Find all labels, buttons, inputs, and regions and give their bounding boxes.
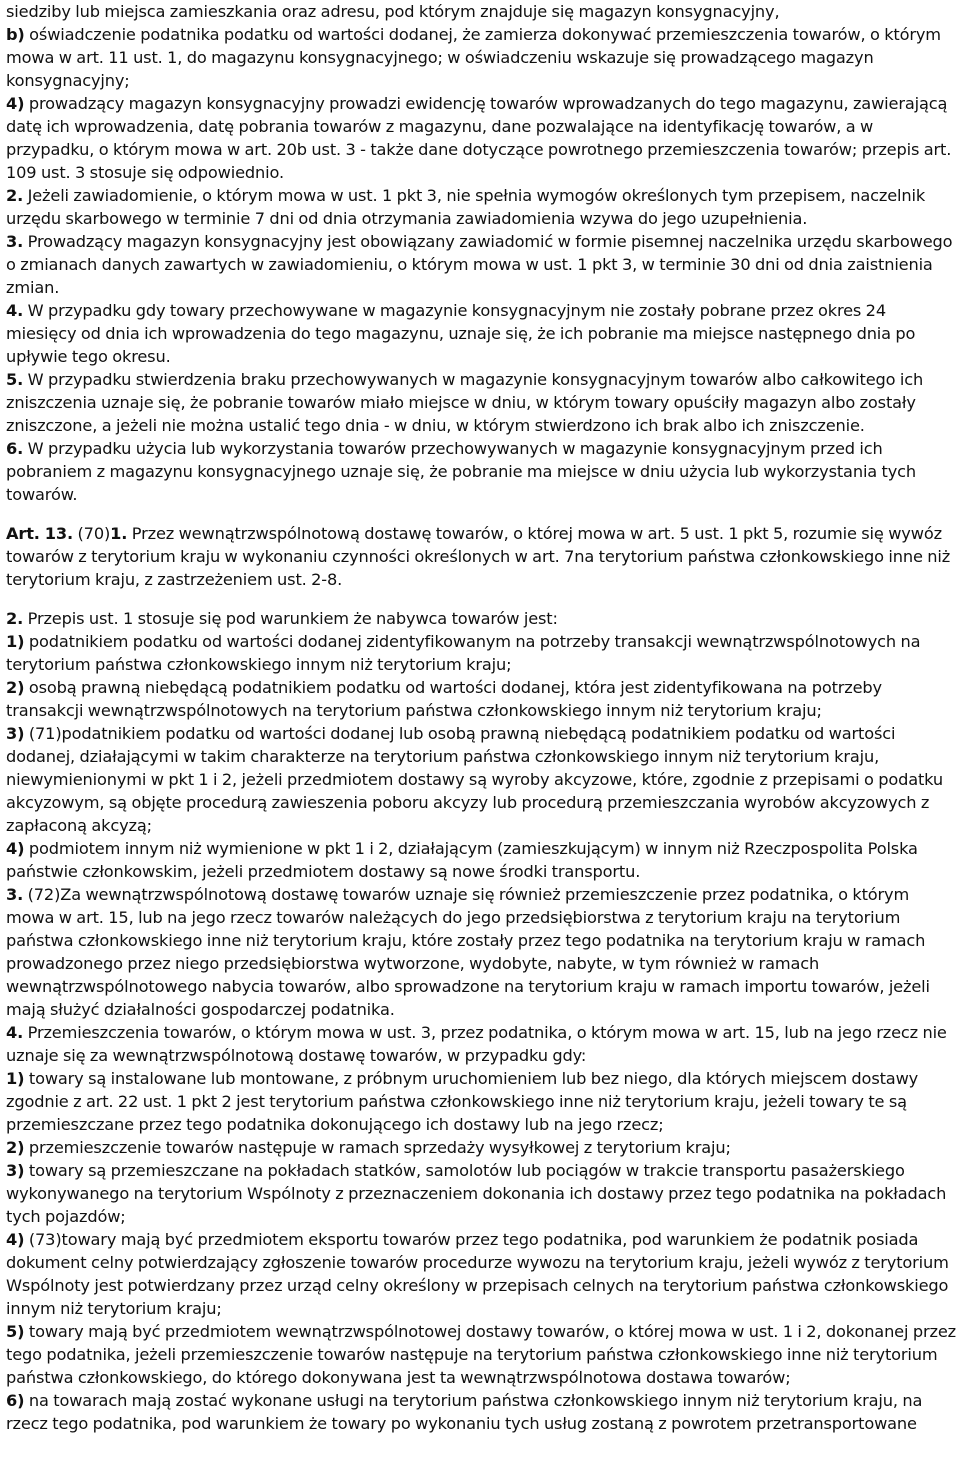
paragraph — [6, 23, 956, 92]
paragraph — [6, 0, 956, 23]
paragraph — [6, 1021, 956, 1067]
item-marker: 2) — [6, 1138, 25, 1157]
paragraph-text: oświadczenie podatnika podatku od wartości dodanej, że zamierza dokonywać przemieszczenia towarów, o którym mowa w art. 11 ust. 1, do magazynu konsygnacyjnego; w oświadczeniu wskazuje się prowadzącego magazyn konsygnacyjny; — [6, 25, 941, 90]
paragraph — [6, 630, 956, 676]
item-marker: 6. — [6, 439, 24, 458]
paragraph — [6, 299, 956, 368]
spacer — [6, 506, 956, 522]
paragraph-text: (72)Za wewnątrzwspólnotową dostawę towarów uznaje się również przemieszczenie przez podatnika, o którym mowa w art. 15, lub na jego rzecz towarów należących do jego przedsiębiorstwa z terytorium kraju na terytorium państwa członkowskiego inne niż terytorium kraju, które zostały przez tego podatnika na terytorium kraju w ramach prowadzonego przez niego przedsiębiorstwa wytworzone, wydobyte, nabyte, w tym również w ramach wewnątrzwspólnotowego nabycia towarów, albo sprowadzone na terytorium kraju w ramach importu towarów, jeżeli mają służyć działalności gospodarczej podatnika. — [6, 885, 930, 1019]
paragraph — [6, 1159, 956, 1228]
item-marker: 1. — [110, 524, 128, 543]
paragraph — [6, 722, 956, 837]
paragraph — [6, 437, 956, 506]
paragraph-text: W przypadku użycia lub wykorzystania towarów przechowywanych w magazynie konsygnacyjnym przed ich pobraniem z magazynu konsygnacyjnego uznaje się, że pobranie ma miejsce w dniu użycia lub wykorzystania tych towarów. — [6, 439, 917, 504]
paragraph — [6, 1320, 956, 1389]
paragraph — [6, 1067, 956, 1136]
paragraph-text: (73)towary mają być przedmiotem eksportu towarów przez tego podatnika, pod warunkiem że podatnik posiada dokument celny potwierdzający zgłoszenie towarów procedurze wywozu na terytorium kraju, jeżeli wywóz z terytorium Wspólnoty jest potwierdzany przez urząd celny określony w przepisach celnych na terytorium państwa członkowskiego innym niż terytorium kraju; — [6, 1230, 949, 1318]
item-marker: 4. — [6, 301, 24, 320]
item-marker: 4. — [6, 1023, 24, 1042]
item-marker: 3. — [6, 232, 24, 251]
paragraph-text: na towarach mają zostać wykonane usługi na terytorium państwa członkowskiego innym niż terytorium kraju, na rzecz tego podatnika, pod warunkiem że towary po wykonaniu tych usług zostaną z powrotem przetransportowane — [6, 1391, 923, 1433]
item-marker: 3) — [6, 1161, 25, 1180]
item-marker: 5) — [6, 1322, 25, 1341]
paragraph-text: Prowadzący magazyn konsygnacyjny jest obowiązany zawiadomić w formie pisemnej naczelnika urzędu skarbowego o zmianach danych zawartych w zawiadomieniu, o którym mowa w ust. 1 pkt 3, w terminie 30 dni od dnia zaistnienia zmian. — [6, 232, 953, 297]
item-marker: 4) — [6, 839, 25, 858]
paragraph — [6, 230, 956, 299]
paragraph-text: przemieszczenie towarów następuje w ramach sprzedaży wysyłkowej z terytorium kraju; — [24, 1138, 731, 1157]
paragraph-text: osobą prawną niebędącą podatnikiem podatku od wartości dodanej, która jest zidentyfikowana na potrzeby transakcji wewnątrzwspólnotowych na terytorium państwa członkowskiego innym niż terytorium kraju; — [6, 678, 882, 720]
paragraph-text: towary są przemieszczane na pokładach statków, samolotów lub pociągów w trakcie transportu pasażerskiego wykonywanego na terytorium Wspólnoty z przeznaczeniem dokonania ich dostawy przez tego podatnika na pokładach tych pojazdów; — [6, 1161, 947, 1226]
paragraph — [6, 607, 956, 630]
paragraph-text: Przemieszczenia towarów, o którym mowa w ust. 3, przez podatnika, o którym mowa w art. 15, lub na jego rzecz nie uznaje się za wewnątrzwspólnotową dostawę towarów, w przypadku gdy: — [6, 1023, 947, 1065]
item-marker: 3) — [6, 724, 25, 743]
article-paragraph — [6, 522, 956, 591]
paragraph-text: Przez wewnątrzwspólnotową dostawę towarów, o której mowa w art. 5 ust. 1 pkt 5, rozumie się wywóz towarów z terytorium kraju w wykonaniu czynności określonych w art. 7na terytorium państwa członkowskiego inne niż terytorium kraju, z zastrzeżeniem ust. 2-8. — [6, 524, 951, 589]
paragraph — [6, 837, 956, 883]
item-marker: 2. — [6, 609, 24, 628]
paragraph-text: podatnikiem podatku od wartości dodanej zidentyfikowanym na potrzeby transakcji wewnątrzwspólnotowych na terytorium państwa członkowskiego innym niż terytorium kraju; — [6, 632, 921, 674]
item-marker: 4) — [6, 1230, 25, 1249]
paragraph — [6, 92, 956, 184]
paragraph — [6, 1228, 956, 1320]
article-heading: Art. 13. — [6, 524, 74, 543]
item-marker: 1) — [6, 1069, 25, 1088]
paragraph — [6, 1389, 956, 1435]
legal-document — [6, 0, 956, 1435]
paragraph-text: Przepis ust. 1 stosuje się pod warunkiem że nabywca towarów jest: — [23, 609, 558, 628]
paragraph — [6, 368, 956, 437]
item-marker: 5. — [6, 370, 24, 389]
item-marker: 3. — [6, 885, 24, 904]
paragraph — [6, 676, 956, 722]
paragraph — [6, 883, 956, 1021]
item-marker: 1) — [6, 632, 25, 651]
spacer — [6, 591, 956, 607]
paragraph-text: prowadzący magazyn konsygnacyjny prowadzi ewidencję towarów wprowadzanych do tego magazynu, zawierającą datę ich wprowadzenia, datę pobrania towarów z magazynu, dane pozwalające na identyfikację towarów, a w przypadku, o którym mowa w art. 20b ust. 3 - także dane dotyczące powrotnego przemieszczenia towarów; przepis art. 109 ust. 3 stosuje się odpowiednio. — [6, 94, 952, 182]
footnote-ref: (70) — [73, 524, 111, 543]
paragraph-text: Jeżeli zawiadomienie, o którym mowa w ust. 1 pkt 3, nie spełnia wymogów określonych tym przepisem, naczelnik urzędu skarbowego w terminie 7 dni od dnia otrzymania zawiadomienia wzywa do jego uzupełnienia. — [6, 186, 926, 228]
paragraph-text: siedziby lub miejsca zamieszkania oraz adresu, pod którym znajduje się magazyn konsygnacyjny, — [6, 2, 780, 21]
item-marker: b) — [6, 25, 25, 44]
paragraph-text: towary są instalowane lub montowane, z próbnym uruchomieniem lub bez niego, dla których miejscem dostawy zgodnie z art. 22 ust. 1 pkt 2 jest terytorium państwa członkowskiego inne niż terytorium kraju, jeżeli towary te są przemieszczane przez tego podatnika dokonującego ich dostawy lub na jego rzecz; — [6, 1069, 919, 1134]
paragraph-text: W przypadku stwierdzenia braku przechowywanych w magazynie konsygnacyjnym towarów albo całkowitego ich zniszczenia uznaje się, że pobranie towarów miało miejsce w dniu, w którym towary opuściły magazyn albo zostały zniszczone, a jeżeli nie można ustalić tego dnia - w dniu, w którym stwierdzono ich brak albo ich zniszczenie. — [6, 370, 924, 435]
paragraph-text: podmiotem innym niż wymienione w pkt 1 i 2, działającym (zamieszkującym) w innym niż Rzeczpospolita Polska państwie członkowskim, jeżeli przedmiotem dostawy są nowe środki transportu. — [6, 839, 918, 881]
item-marker: 4) — [6, 94, 25, 113]
paragraph-text: towary mają być przedmiotem wewnątrzwspólnotowej dostawy towarów, o której mowa w ust. 1 i 2, dokonanej przez tego podatnika, jeżeli przemieszczenie towarów następuje na terytorium państwa członkowskiego inne niż terytorium państwa członkowskiego, do którego dokonywana jest ta wewnątrzwspólnotowa dostawa towarów; — [6, 1322, 956, 1387]
item-marker: 2) — [6, 678, 25, 697]
paragraph — [6, 1136, 956, 1159]
item-marker: 2. — [6, 186, 24, 205]
paragraph-text: (71)podatnikiem podatku od wartości dodanej lub osobą prawną niebędącą podatnikiem podatku od wartości dodanej, działającymi w takim charakterze na terytorium państwa członkowskiego innym niż terytorium kraju, niewymienionymi w pkt 1 i 2, jeżeli przedmiotem dostawy są wyroby akcyzowe, które, zgodnie z przepisami o podatku akcyzowym, są objęte procedurą zawieszenia poboru akcyzy lub procedurą przemieszczania wyrobów akcyzowych z zapłaconą akcyzą; — [6, 724, 944, 835]
item-marker: 6) — [6, 1391, 25, 1410]
paragraph — [6, 184, 956, 230]
paragraph-text: W przypadku gdy towary przechowywane w magazynie konsygnacyjnym nie zostały pobrane przez okres 24 miesięcy od dnia ich wprowadzenia do tego magazynu, uznaje się, że ich pobranie ma miejsce następnego dnia po upływie tego okresu. — [6, 301, 916, 366]
